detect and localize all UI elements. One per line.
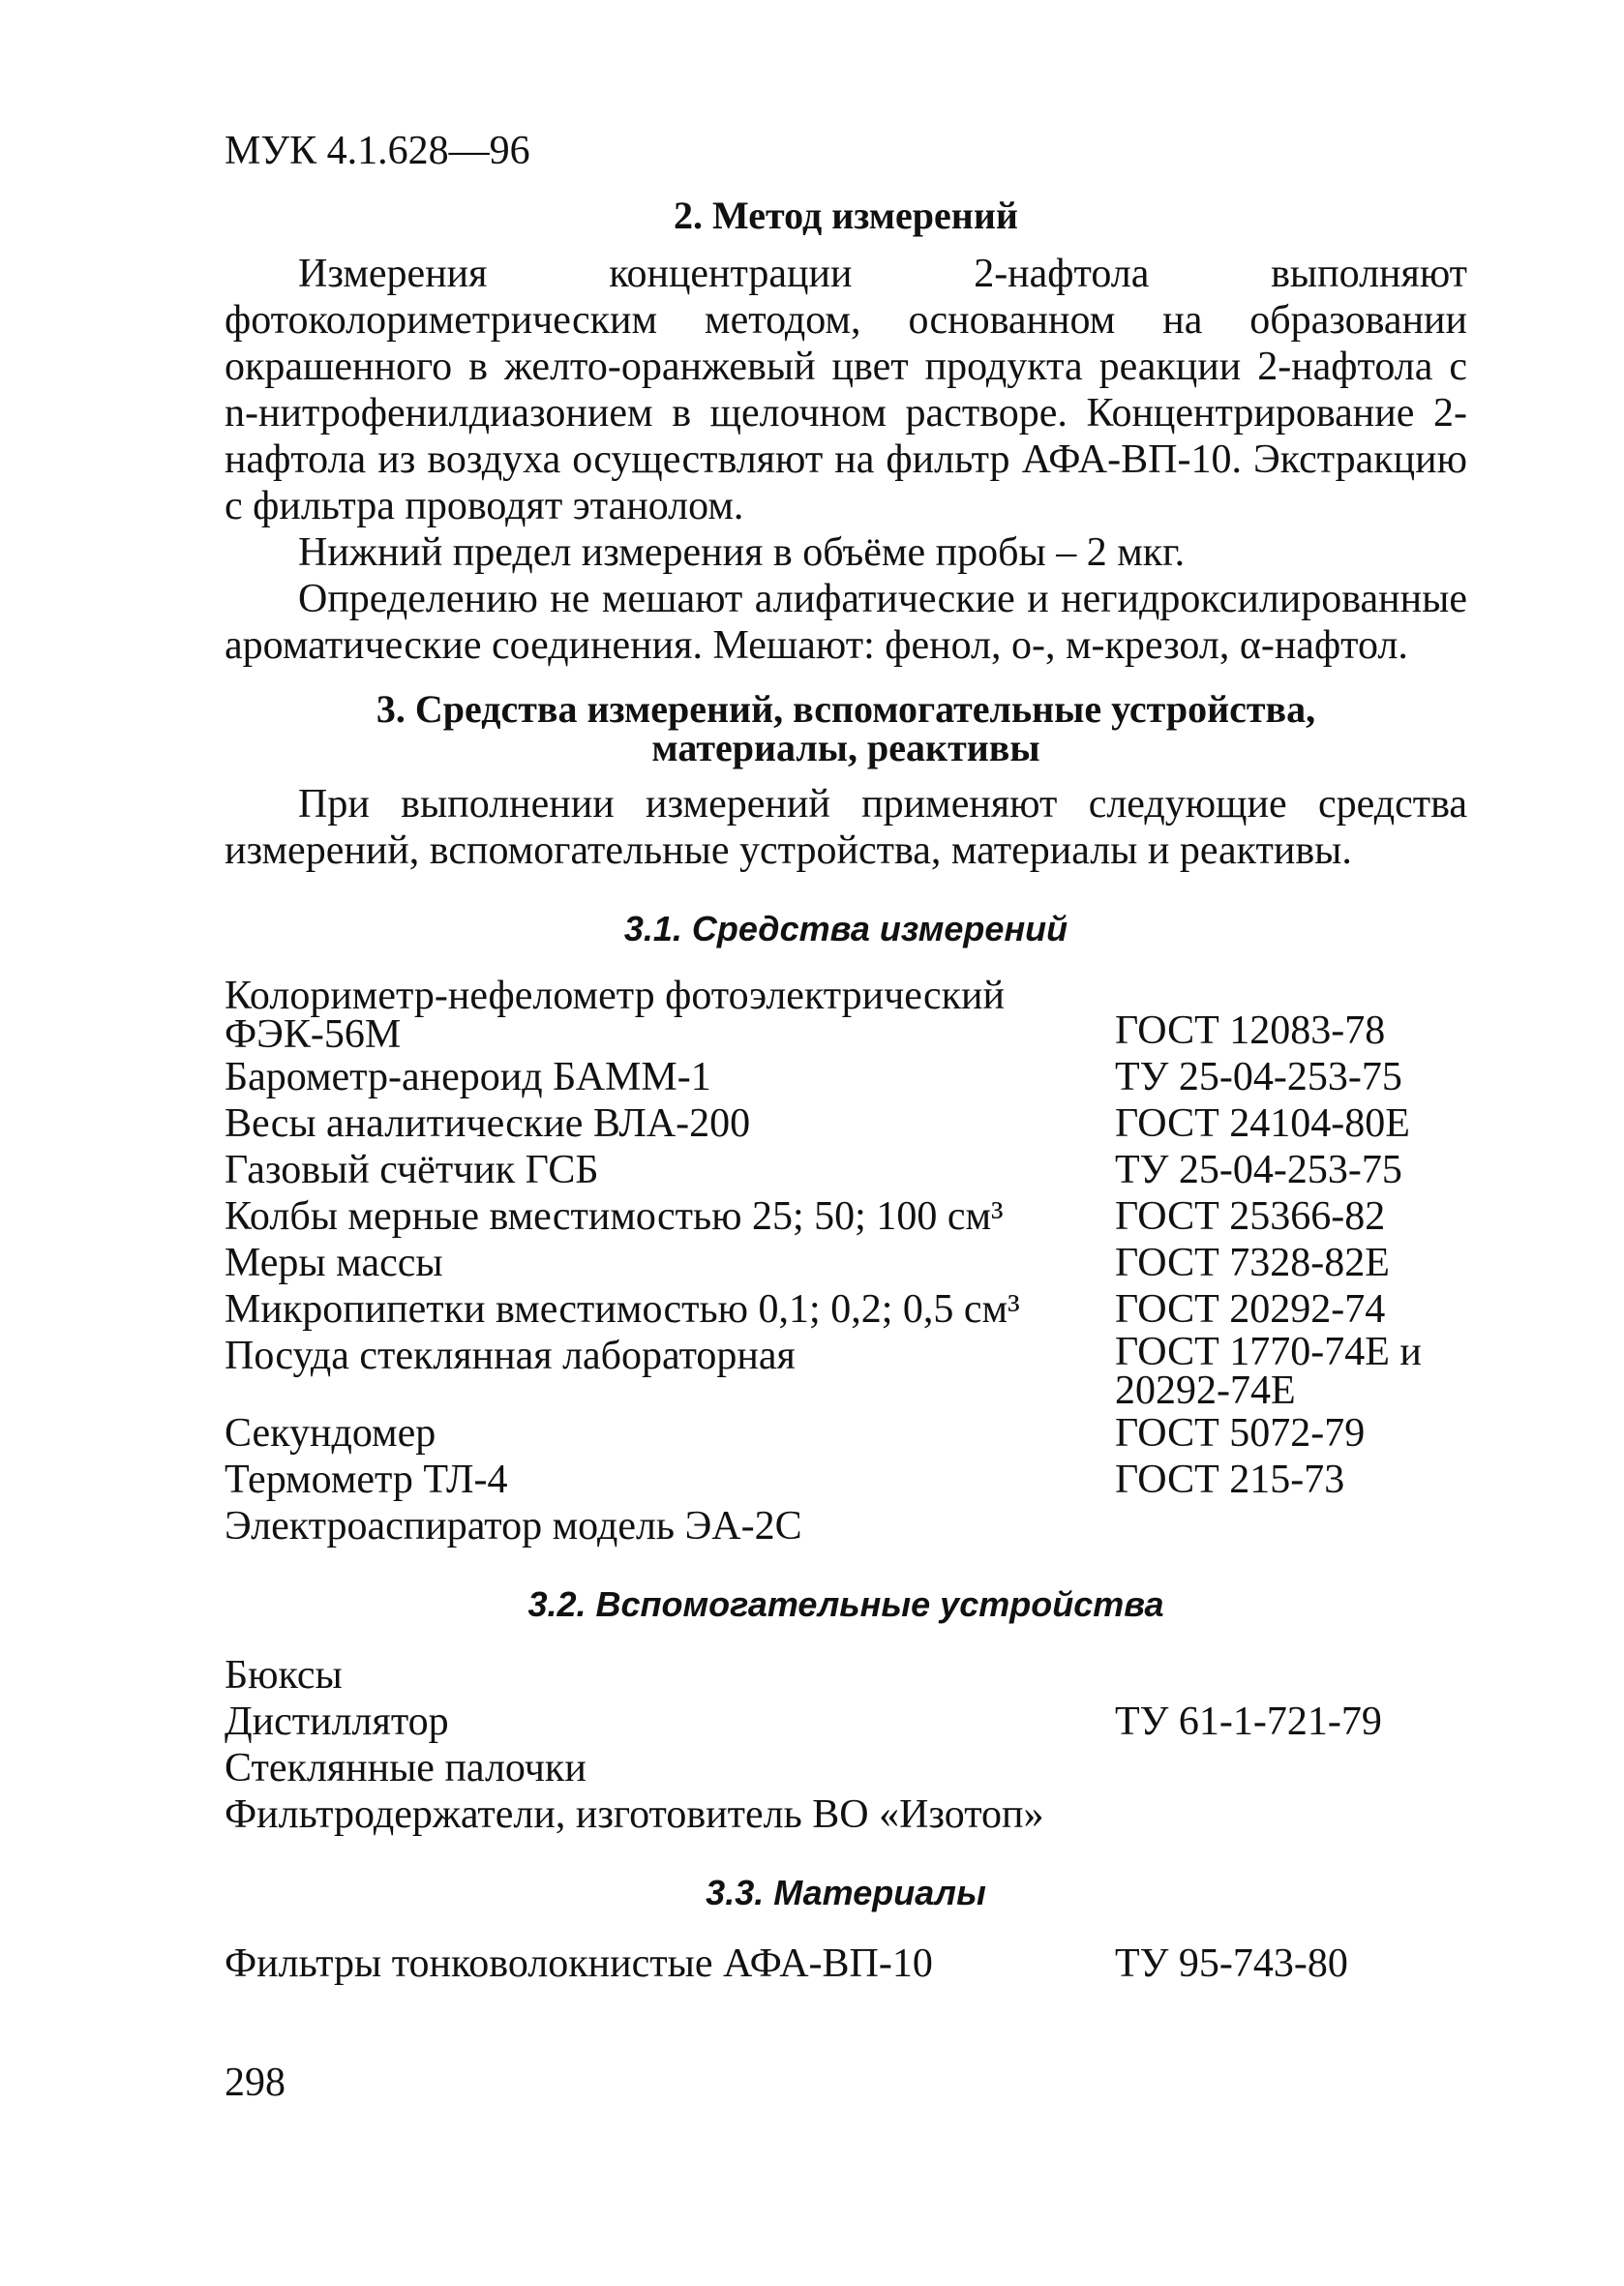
item-name: Меры массы [225, 1241, 443, 1285]
item-name: Стеклянные палочки [225, 1746, 586, 1790]
list-item [225, 1940, 1467, 1987]
item-name: Электроаспиратор модель ЭА-2С [225, 1504, 802, 1549]
materials-list [225, 1940, 1467, 1987]
list-item [225, 1699, 1467, 1745]
list-item [225, 1745, 1467, 1791]
item-name: Термометр ТЛ-4 [225, 1458, 508, 1502]
item-name: Посуда стеклянная лабораторная [225, 1334, 796, 1378]
item-standard: ГОСТ 5072-79 [1115, 1411, 1366, 1456]
item-name: Микропипетки вместимостью 0,1; 0,2; 0,5 см³ [225, 1287, 1020, 1332]
subsection-3-3-title: 3.3. Материалы [706, 1873, 986, 1912]
item-standard: ГОСТ 12083-78 [1115, 1008, 1386, 1053]
subsection-3-1-title: 3.1. Средства измерений [623, 909, 1068, 948]
item-name: Барометр-анероид БАММ-1 [225, 1055, 711, 1099]
list-item [225, 1286, 1467, 1333]
section-2-paragraph: Определению не мешают алифатические и негидроксилированные ароматические соединения. Мешают: фенол, о-, м-крезол, α-нафтол. [225, 577, 1467, 668]
section-3-intro: При выполнении измерений применяют следующие средства измерений, вспомогательные устройства, материалы и реактивы. [225, 782, 1467, 873]
list-item [225, 1503, 1467, 1549]
section-2-paragraph: Измерения концентрации 2-нафтола выполняют фотоколориметрическим методом, основанном на образовании окрашенного в желто-оранжевый цвет продукта реакции 2-нафтола с n-нитрофенилдиазонием в щелочном растворе. Концентрирование 2-нафтола из воздуха осуществляют на фильтр АФА-ВП-10. Экстракцию с фильтра проводят этанолом. [225, 252, 1467, 528]
item-name: Фильтры тонковолокнистые АФА-ВП-10 [225, 1941, 933, 1986]
item-standard: ГОСТ 7328-82Е [1115, 1241, 1390, 1285]
list-item [225, 1240, 1467, 1286]
page-content [225, 194, 1467, 1987]
item-standard: ТУ 25-04-253-75 [1115, 1055, 1402, 1099]
item-standard: ГОСТ 1770-74Е и 20292-74Е [1115, 1330, 1422, 1413]
document-code: МУК 4.1.628—96 [225, 129, 530, 173]
item-name: Колориметр-нефелометр фотоэлектрический ФЭК-56М [225, 974, 1005, 1057]
list-item [225, 1193, 1467, 1240]
list-item [225, 1410, 1467, 1457]
item-standard: ТУ 95-743-80 [1115, 1941, 1348, 1986]
list-item [225, 974, 1467, 1057]
item-standard: ГОСТ 24104-80Е [1115, 1101, 1410, 1146]
item-standard: ГОСТ 20292-74 [1115, 1287, 1386, 1332]
item-standard: ТУ 61-1-721-79 [1115, 1699, 1382, 1744]
measuring-instruments-list [225, 974, 1467, 1549]
item-standard: ГОСТ 25366-82 [1115, 1194, 1386, 1239]
item-name: Фильтродержатели, изготовитель ВО «Изотоп» [225, 1792, 1044, 1837]
item-name: Газовый счётчик ГСБ [225, 1148, 599, 1192]
item-name: Секундомер [225, 1411, 436, 1456]
list-item [225, 1147, 1467, 1193]
subsection-3-2-title: 3.2. Вспомогательные устройства [527, 1584, 1164, 1624]
section-3-title-line1: 3. Средства измерений, вспомогательные устройства, [376, 687, 1316, 731]
section-2-title: 2. Метод измерений [674, 194, 1018, 237]
item-name: Колбы мерные вместимостью 25; 50; 100 см³ [225, 1194, 1004, 1239]
section-3-title-line2: материалы, реактивы [651, 726, 1040, 769]
section-2-paragraph: Нижний предел измерения в объёме пробы – 2 мкг. [298, 530, 1186, 575]
item-name: Весы аналитические ВЛА-200 [225, 1101, 751, 1146]
section-3-title [225, 687, 1467, 769]
item-standard: ТУ 25-04-253-75 [1115, 1148, 1402, 1192]
list-item [225, 1330, 1467, 1413]
list-item [225, 1457, 1467, 1503]
item-standard: ГОСТ 215-73 [1115, 1458, 1345, 1502]
list-item [225, 1100, 1467, 1147]
list-item [225, 1054, 1467, 1100]
item-name: Бюксы [225, 1653, 343, 1698]
auxiliary-devices-list [225, 1652, 1467, 1838]
list-item [225, 1791, 1467, 1838]
item-name: Дистиллятор [225, 1699, 449, 1744]
page-number: 298 [225, 2060, 286, 2105]
list-item [225, 1652, 1467, 1699]
